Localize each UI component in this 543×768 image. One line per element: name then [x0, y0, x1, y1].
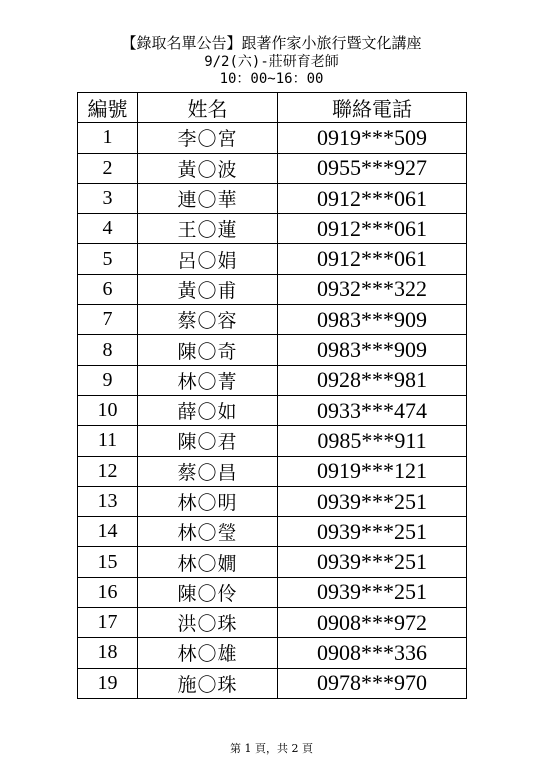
- row-phone: 0928***981: [278, 365, 467, 395]
- row-number: 12: [78, 456, 138, 486]
- table-row: [78, 244, 467, 274]
- row-name: 林〇菁: [138, 365, 278, 395]
- document-title: 【錄取名單公告】跟著作家小旅行暨文化講座: [121, 34, 422, 52]
- table-row: [78, 668, 467, 698]
- row-phone: 0912***061: [278, 214, 467, 244]
- table-row: [78, 547, 467, 577]
- row-name: 王〇蓮: [138, 214, 278, 244]
- table-row: [78, 486, 467, 516]
- table-row: [78, 123, 467, 153]
- row-phone: 0939***251: [278, 577, 467, 607]
- row-number: 17: [78, 608, 138, 638]
- row-name: 蔡〇昌: [138, 456, 278, 486]
- table-row: [78, 608, 467, 638]
- row-number: 7: [78, 305, 138, 335]
- row-number: 13: [78, 486, 138, 516]
- row-number: 3: [78, 183, 138, 213]
- row-phone: 0912***061: [278, 244, 467, 274]
- row-phone: 0908***336: [278, 638, 467, 668]
- row-phone: 0939***251: [278, 547, 467, 577]
- row-number: 9: [78, 365, 138, 395]
- table-header-row: [78, 93, 467, 123]
- row-name: 薛〇如: [138, 395, 278, 425]
- table-row: [78, 365, 467, 395]
- table-row: [78, 638, 467, 668]
- row-number: 4: [78, 214, 138, 244]
- table-row: [78, 456, 467, 486]
- page-footer: 第 1 頁，共 2 頁: [230, 742, 313, 755]
- table-row: [78, 214, 467, 244]
- row-number: 6: [78, 274, 138, 304]
- event-time: 10：00~16：00: [219, 71, 324, 87]
- row-name: 陳〇奇: [138, 335, 278, 365]
- row-phone: 0919***509: [278, 123, 467, 153]
- row-phone: 0933***474: [278, 395, 467, 425]
- row-phone: 0983***909: [278, 305, 467, 335]
- row-name: 洪〇珠: [138, 608, 278, 638]
- table-row: [78, 577, 467, 607]
- row-name: 施〇珠: [138, 668, 278, 698]
- row-name: 李〇宮: [138, 123, 278, 153]
- document-subtitle: 9/2(六)-莊研育老師: [204, 54, 339, 70]
- header-name: 姓名: [138, 93, 278, 123]
- table-row: [78, 305, 467, 335]
- row-number: 11: [78, 426, 138, 456]
- admission-list-table: [77, 92, 467, 699]
- row-name: 林〇瑩: [138, 517, 278, 547]
- row-name: 黃〇甫: [138, 274, 278, 304]
- row-name: 黃〇波: [138, 153, 278, 183]
- table-row: [78, 426, 467, 456]
- row-number: 15: [78, 547, 138, 577]
- row-phone: 0939***251: [278, 486, 467, 516]
- header-phone: 聯絡電話: [278, 93, 467, 123]
- row-number: 16: [78, 577, 138, 607]
- table-body: [78, 123, 467, 699]
- row-name: 陳〇伶: [138, 577, 278, 607]
- row-phone: 0908***972: [278, 608, 467, 638]
- header-number: 編號: [78, 93, 138, 123]
- row-name: 林〇嫺: [138, 547, 278, 577]
- row-phone: 0919***121: [278, 456, 467, 486]
- table-row: [78, 395, 467, 425]
- table-row: [78, 335, 467, 365]
- row-name: 呂〇娟: [138, 244, 278, 274]
- row-name: 陳〇君: [138, 426, 278, 456]
- row-name: 林〇雄: [138, 638, 278, 668]
- table-row: [78, 517, 467, 547]
- row-phone: 0939***251: [278, 517, 467, 547]
- row-number: 2: [78, 153, 138, 183]
- row-number: 10: [78, 395, 138, 425]
- table-row: [78, 153, 467, 183]
- row-number: 14: [78, 517, 138, 547]
- row-name: 蔡〇容: [138, 305, 278, 335]
- row-phone: 0932***322: [278, 274, 467, 304]
- row-phone: 0955***927: [278, 153, 467, 183]
- row-number: 5: [78, 244, 138, 274]
- row-number: 19: [78, 668, 138, 698]
- row-phone: 0985***911: [278, 426, 467, 456]
- table-row: [78, 274, 467, 304]
- row-number: 1: [78, 123, 138, 153]
- row-number: 18: [78, 638, 138, 668]
- table-row: [78, 183, 467, 213]
- row-number: 8: [78, 335, 138, 365]
- row-name: 連〇華: [138, 183, 278, 213]
- row-phone: 0978***970: [278, 668, 467, 698]
- row-phone: 0912***061: [278, 183, 467, 213]
- row-name: 林〇明: [138, 486, 278, 516]
- row-phone: 0983***909: [278, 335, 467, 365]
